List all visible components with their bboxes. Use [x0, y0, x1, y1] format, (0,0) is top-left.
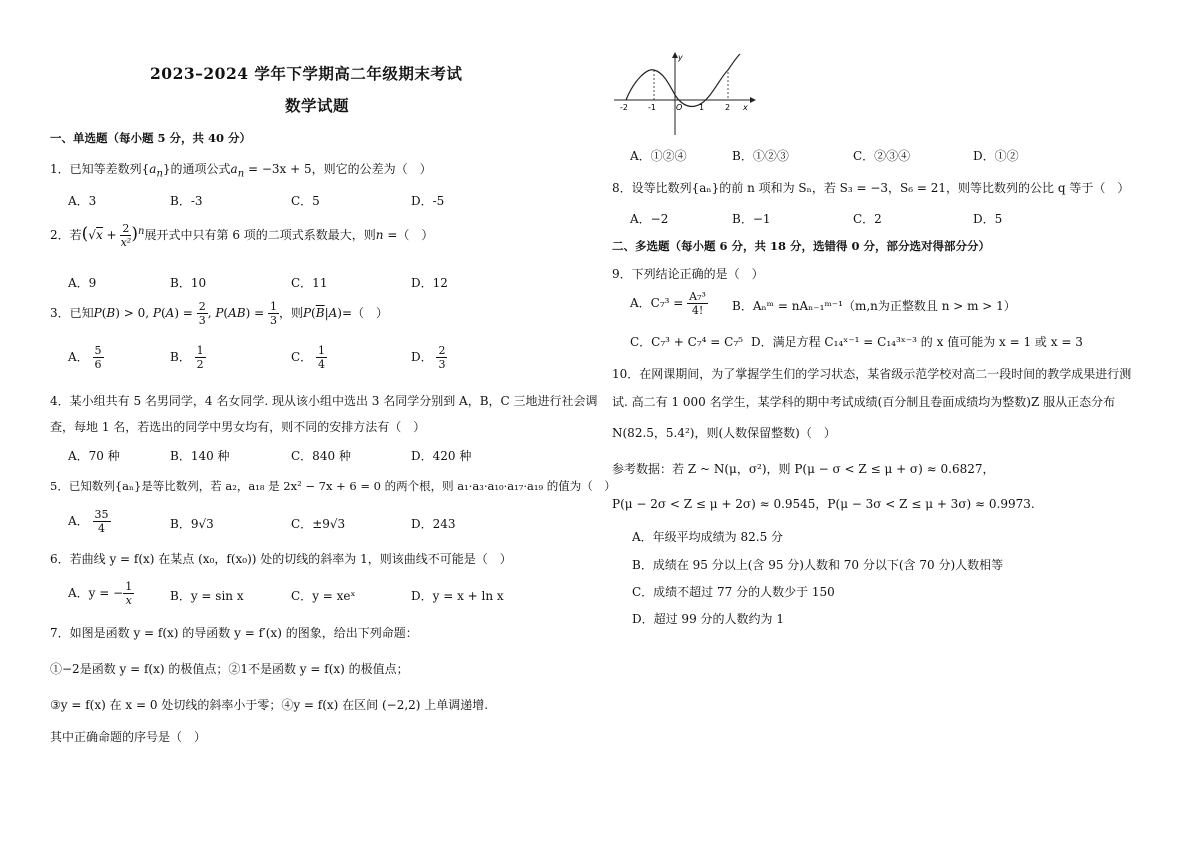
q10-line1: 10．在网课期间，为了掌握学生们的学习状态，某省级示范学校对高二一段时间的教学成果进行测 — [612, 367, 1132, 381]
q2-paren-close: ) — [131, 224, 139, 244]
q8-text: 8．设等比数列{aₙ}的前 n 项和为 Sₙ，若 S₃ = −3，S₆ = 21，则等比数列的公比 q 等于（ ） — [612, 181, 1130, 195]
tick-neg1: -1 — [648, 103, 656, 112]
q3-text-b: ，则 — [278, 306, 303, 320]
q8-option-a: A．−2 — [630, 212, 669, 226]
q2-option-b: B．10 — [170, 276, 207, 290]
q3-option-a: A． $\frac{5}{6}$ — [68, 344, 102, 371]
q4-option-a: A．70 种 — [68, 449, 120, 463]
q9-text: 9．下列结论正确的是（ ） — [612, 267, 764, 281]
q5-option-b: B．9√3 — [170, 517, 214, 531]
q5-text: 5．已知数列{aₙ}是等比数列，若 a₂，a₁₈ 是 2x² − 7x + 6 = 0 的两个根，则 a₁·a₃·a₁₀·a₁₇·a₁₉ 的值为（ ） — [50, 479, 616, 493]
q1-option-d: D．-5 — [411, 194, 445, 208]
q1-seq: $\{a_n\}$ — [141, 162, 171, 180]
q6-option-b: B．y = sin x — [170, 589, 244, 603]
x-axis-arrow-icon — [750, 97, 756, 103]
q6-option-c: C．y = xeˣ — [291, 589, 356, 603]
exam-title: 2023–2024 学年下学期高二年级期末考试 — [150, 64, 463, 83]
q3-text-a: 3．已知 — [50, 306, 94, 320]
q3-frac-pab: $\frac{1}{3}$ — [269, 300, 277, 327]
q2-text-a: 2．若 — [50, 228, 82, 242]
question-3: 3．已知P(B) > 0, P(A) = $\frac{2}{3}$ , P(AB) = $\frac{1}{3}$ ，则$P(\overline{B}|A)=$（ ） — [50, 300, 389, 327]
q5-option-d: D．243 — [411, 517, 456, 531]
q4-option-d: D．420 种 — [411, 449, 472, 463]
q3-option-c: C． $\frac{1}{4}$ — [291, 344, 326, 371]
q7-line4: 其中正确命题的序号是（ ） — [50, 730, 207, 744]
q2-option-c: C．11 — [291, 276, 328, 290]
question-1 — [50, 160, 432, 179]
q10-line2: 试. 高二有 1 000 名学生，某学科的期中考试成绩(百分制且卷面成绩均为整数)Z 服从正态分布 — [612, 395, 1116, 409]
q10-option-b: B．成绩在 95 分以上(含 95 分)人数和 70 分以下(含 70 分)人数相等 — [632, 558, 1004, 572]
q4-option-c: C．840 种 — [291, 449, 351, 463]
tick-1: 1 — [699, 103, 705, 112]
q3-text-c: =（ ） — [341, 306, 389, 320]
q1-option-a: A．3 — [68, 194, 97, 208]
q1-an: $a_n$ — [230, 162, 245, 180]
section-heading-single-choice: 一、单选题（每小题 5 分，共 40 分） — [50, 131, 252, 145]
q9-option-c: C．C₇³ + C₇⁴ = C₇⁵ — [630, 335, 743, 349]
section-heading-multi-choice: 二、多选题（每小题 6 分，共 18 分，选错得 0 分，部分选对得部分分） — [612, 239, 991, 253]
q7-option-c: C．②③④ — [853, 149, 911, 163]
q2-sqrt: √x — [88, 228, 103, 242]
q8-option-c: C．2 — [853, 212, 882, 226]
q7-derivative-graph — [612, 50, 757, 136]
q7-option-b: B．①②③ — [732, 149, 789, 163]
q10-option-d: D．超过 99 分的人数约为 1 — [632, 612, 784, 626]
exam-subtitle: 数学试题 — [285, 96, 350, 115]
q4-line2: 查，每地 1 名，若选出的同学中男女均有，则不同的安排方法有（ ） — [50, 420, 426, 434]
q4-option-b: B．140 种 — [170, 449, 230, 463]
tick-origin: O — [676, 103, 683, 112]
q1-option-b: B．-3 — [170, 194, 203, 208]
q10-option-c: C．成绩不超过 77 分的人数少于 150 — [632, 585, 835, 599]
q1-option-c: C．5 — [291, 194, 320, 208]
q10-ref2: P(μ − 2σ < Z ≤ μ + 2σ) ≈ 0.9545，P(μ − 3σ < Z ≤ μ + 3σ) ≈ 0.9973. — [612, 497, 1035, 511]
axis-label-y: y — [678, 53, 683, 62]
q7-option-d: D．①② — [973, 149, 1019, 163]
q7-option-a: A．①②④ — [630, 149, 687, 163]
q5-option-c: C．±9√3 — [291, 517, 346, 531]
q2-option-a: A．9 — [68, 276, 97, 290]
q8-option-b: B．−1 — [732, 212, 771, 226]
q10-line3: N(82.5，5.4²)，则(人数保留整数)（ ） — [612, 426, 836, 440]
q4-line1: 4．某小组共有 5 名男同学，4 名女同学. 现从该小组中选出 3 名同学分别到 A，B，C 三地进行社会调 — [50, 394, 598, 408]
q2-frac: $\frac{2}{\text{x²}}$ — [120, 222, 132, 249]
q7-line1: 7．如图是函数 y = f(x) 的导函数 y = f′(x) 的图象，给出下列命题： — [50, 626, 418, 640]
q9-option-d: D．满足方程 C₁₄ˣ⁻¹ = C₁₄³ˣ⁻³ 的 x 值可能为 x = 1 或 x = 3 — [751, 335, 1083, 349]
q6-option-d: D．y = x + ln x — [411, 589, 504, 603]
q2-paren-open: ( — [81, 224, 89, 244]
q2-text-c: =（ ） — [387, 228, 434, 242]
q9-option-b: B．Aₙᵐ = nAₙ₋₁ᵐ⁻¹（m,n为正整数且 n > m > 1） — [732, 299, 1016, 313]
q3-option-b: B． $\frac{1}{2}$ — [170, 344, 204, 371]
q2-option-d: D．12 — [411, 276, 448, 290]
axis-label-x: x — [743, 103, 748, 112]
q9-option-a: A．C₇³ = $\frac{\text{A₇³}}{4!}$ — [630, 290, 706, 317]
q1-text-c: ，则它的公差为（ ） — [311, 162, 432, 176]
q3-frac-pa: $\frac{2}{3}$ — [198, 300, 206, 327]
q3-option-d: D． $\frac{2}{3}$ — [411, 344, 446, 371]
q1-formula: = −3x + 5 — [247, 162, 312, 176]
q6-option-a: A．y = − $\frac{1}{x}$ — [68, 580, 133, 607]
tick-neg2: -2 — [620, 103, 628, 112]
question-2: 2．若(√x + $\frac{2}{\text{x²}}$ )$^n$展开式中只有第 6 项的二项式系数最大，则n =（ ） — [50, 222, 434, 249]
q7-line3: ③y = f(x) 在 x = 0 处切线的斜率小于零；④y = f(x) 在区间 (−2,2) 上单调递增. — [50, 698, 489, 712]
q10-option-a: A．年级平均成绩为 82.5 分 — [632, 530, 784, 544]
q7-line2: ①−2是函数 y = f(x) 的极值点；②1不是函数 y = f(x) 的极值点； — [50, 662, 409, 676]
q8-option-d: D．5 — [973, 212, 1003, 226]
q5-option-a: A． $\frac{35}{4}$ — [68, 508, 109, 535]
tick-2: 2 — [725, 103, 731, 112]
q1-text-a: 1．已知等差数列 — [50, 162, 142, 176]
q2-text-b: 展开式中只有第 6 项的二项式系数最大，则 — [144, 228, 376, 242]
q6-text: 6．若曲线 y = f(x) 在某点 (x₀，f(x₀)) 处的切线的斜率为 1，则该曲线不可能是（ ） — [50, 552, 512, 566]
q10-ref1: 参考数据：若 Z ~ N(μ，σ²)，则 P(μ − σ < Z ≤ μ + σ) ≈ 0.6827， — [612, 462, 995, 476]
q1-text-b: 的通项公式 — [170, 162, 231, 176]
